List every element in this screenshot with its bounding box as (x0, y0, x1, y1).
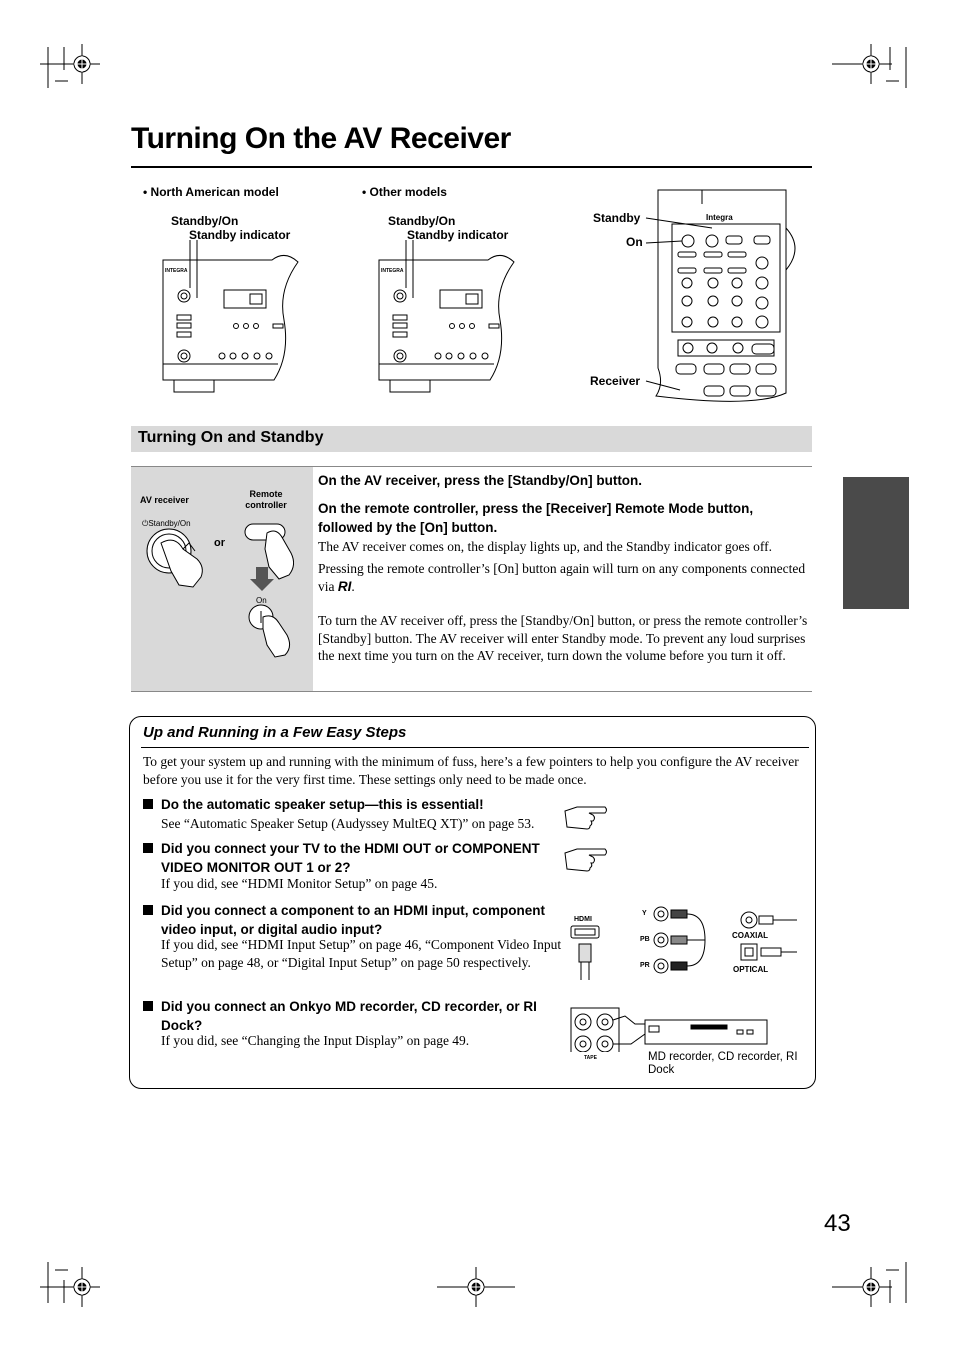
step-para-2-text: Pressing the remote controller’s [On] button again will turn on any components connected via (318, 561, 806, 594)
pointing-hand-icon (563, 803, 609, 831)
fig-optical-label: OPTICAL (733, 965, 769, 974)
fig-or-label: or (214, 537, 225, 549)
tips-title-rule (141, 747, 809, 748)
step-para-3: To turn the AV receiver off, press the [Standby/On] button, or press the remote controller’s [Standby] button. The AV receiver will enter Standby mode. To prevent any loud surprises the next time you turn on the AV receiver, turn down the volume before you turn it off. (318, 613, 808, 663)
other-models-label: • Other models (362, 185, 447, 199)
svg-text:INTEGRA: INTEGRA (165, 268, 188, 274)
svg-text:INTEGRA: INTEGRA (381, 268, 404, 274)
bullet-icon (143, 905, 153, 915)
title-rule (131, 166, 812, 168)
na-model-label: • North American model (143, 185, 279, 199)
step-1-text: On the AV receiver, press the [Standby/On] button. (318, 473, 643, 488)
tip-4-text: If you did, see “Changing the Input Display” on page 49. (161, 1033, 470, 1048)
fig-y-label: Y (642, 910, 647, 917)
step-para-1: The AV receiver comes on, the display lights up, and the Standby indicator goes off. (318, 539, 773, 554)
bullet-icon (143, 843, 153, 853)
tip-1-heading: Do the automatic speaker setup—this is essential! (161, 797, 484, 812)
fig-standby-on-button-label: ⏻Standby/On (142, 519, 191, 528)
fig-md-label: MD recorder, CD recorder, RI Dock (648, 1051, 798, 1076)
svg-text:Integra: Integra (706, 213, 733, 222)
other-standby-on-label: Standby/On (388, 214, 456, 228)
fig-tape-label: TAPE (584, 1055, 597, 1061)
remote-controller-illustration (644, 188, 804, 408)
tip-2-heading: Did you connect your TV to the HDMI OUT or COMPONENT VIDEO MONITOR OUT 1 or 2? (161, 841, 540, 875)
fig-remote-controller-label: Remote controller (245, 489, 287, 510)
ri-logo: RI (337, 578, 352, 594)
chapter-tab (843, 477, 909, 609)
receiver-front-panel-other (376, 240, 516, 398)
tip-1-text: See “Automatic Speaker Setup (Audyssey MultEQ XT)” on page 53. (161, 816, 535, 831)
receiver-front-panel-na (160, 240, 300, 398)
fig-av-receiver-label: AV receiver (140, 495, 189, 505)
section-title: Turning On and Standby (138, 429, 324, 446)
remote-on-label: On (626, 235, 643, 249)
fig-button-press-illustration (131, 467, 313, 691)
na-standby-indicator-label: Standby indicator (189, 228, 291, 242)
tip-3-heading: Did you connect a component to an HDMI input, component video input, or digital audio input? (161, 903, 545, 937)
connection-illustration (565, 900, 805, 1052)
remote-standby-label: Standby (593, 211, 641, 225)
fig-pr-label: PR (640, 962, 650, 969)
section-header (131, 426, 812, 452)
fig-on-button-label: On (256, 596, 267, 605)
na-standby-on-label: Standby/On (171, 214, 239, 228)
page-title: Turning On the AV Receiver (131, 122, 511, 155)
tips-title: Up and Running in a Few Easy Steps (143, 724, 407, 741)
page-number: 43 (824, 1210, 851, 1237)
fig-pb-label: PB (640, 936, 650, 943)
fig-hdmi-label: HDMI (574, 916, 592, 923)
other-standby-indicator-label: Standby indicator (407, 228, 509, 242)
tip-3-text: If you did, see “HDMI Input Setup” on page 46, “Component Video Input Setup” on page 48, or “Digital Input Setup” on page 50 respectively. (161, 937, 562, 970)
tip-2-text: If you did, see “HDMI Monitor Setup” on page 45. (161, 876, 438, 891)
bullet-icon (143, 799, 153, 809)
tips-intro: To get your system up and running with the minimum of fuss, here’s a few pointers to help you configure the AV receiver before you use it for the very first time. These settings only need to be made once. (143, 754, 799, 787)
remote-receiver-label: Receiver (590, 374, 641, 388)
pointing-hand-icon (563, 845, 609, 873)
step-para-2-end: . (351, 578, 355, 594)
bullet-icon (143, 1001, 153, 1011)
step-bottom-rule (131, 691, 812, 692)
fig-coaxial-label: COAXIAL (732, 931, 768, 940)
step-para-2 (318, 560, 810, 595)
tip-4-heading: Did you connect an Onkyo MD recorder, CD recorder, or RI Dock? (161, 999, 537, 1033)
step-2-text: On the remote controller, press the [Receiver] Remote Mode button, followed by the [On] button. (318, 501, 754, 535)
